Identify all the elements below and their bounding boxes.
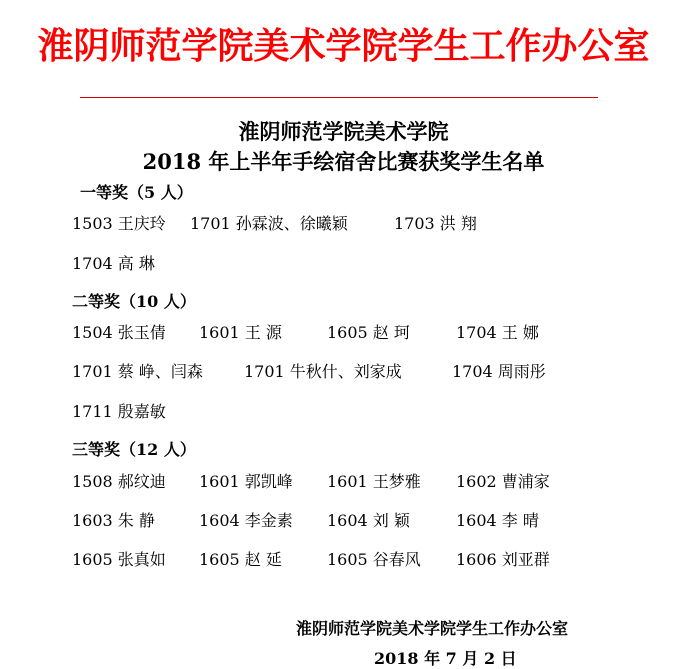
first-prize-heading: 一等奖（5 人）	[80, 183, 193, 202]
footer-issuer: 淮阴师范学院美术学院学生工作办公室	[296, 619, 569, 638]
document-title-line1: 淮阴师范学院美术学院	[238, 119, 449, 144]
list-item: 1601 王 源	[199, 323, 282, 342]
list-item: 1604 李金素	[199, 511, 293, 530]
letterhead-divider	[80, 97, 598, 98]
list-item: 1704 王 娜	[456, 323, 539, 342]
list-item: 1605 赵 延	[199, 550, 282, 569]
list-item: 1605 谷春风	[327, 550, 421, 569]
list-item: 1701 孙霖波、徐曦颖	[190, 214, 348, 233]
list-item: 1508 郝纹迪	[72, 472, 166, 491]
footer-date: 2018 年 7 月 2 日	[374, 649, 517, 668]
second-prize-heading: 二等奖（10 人）	[72, 292, 196, 311]
list-item: 1701 蔡 峥、闫森	[72, 362, 203, 381]
document-title-line2: 2018 年上半年手绘宿舍比赛获奖学生名单	[142, 149, 545, 174]
list-item: 1602 曹浦家	[456, 472, 550, 491]
list-item: 1601 王梦雅	[327, 472, 421, 491]
list-item: 1704 高 琳	[72, 254, 155, 273]
list-item: 1605 赵 珂	[327, 323, 410, 342]
list-item: 1704 周雨彤	[452, 362, 546, 381]
list-item: 1604 李 晴	[456, 511, 539, 530]
list-item: 1504 张玉倩	[72, 323, 166, 342]
list-item: 1711 殷嘉敏	[72, 402, 166, 421]
list-item: 1601 郭凯峰	[199, 472, 293, 491]
list-item: 1605 张真如	[72, 550, 166, 569]
list-item: 1606 刘亚群	[456, 550, 550, 569]
list-item: 1503 王庆玲	[72, 214, 166, 233]
list-item: 1603 朱 静	[72, 511, 155, 530]
list-item: 1703 洪 翔	[394, 214, 477, 233]
list-item: 1701 牛秋什、刘家成	[244, 362, 402, 381]
list-item: 1604 刘 颖	[327, 511, 410, 530]
third-prize-heading: 三等奖（12 人）	[72, 440, 196, 459]
office-letterhead-title: 淮阴师范学院美术学院学生工作办公室	[37, 25, 650, 67]
